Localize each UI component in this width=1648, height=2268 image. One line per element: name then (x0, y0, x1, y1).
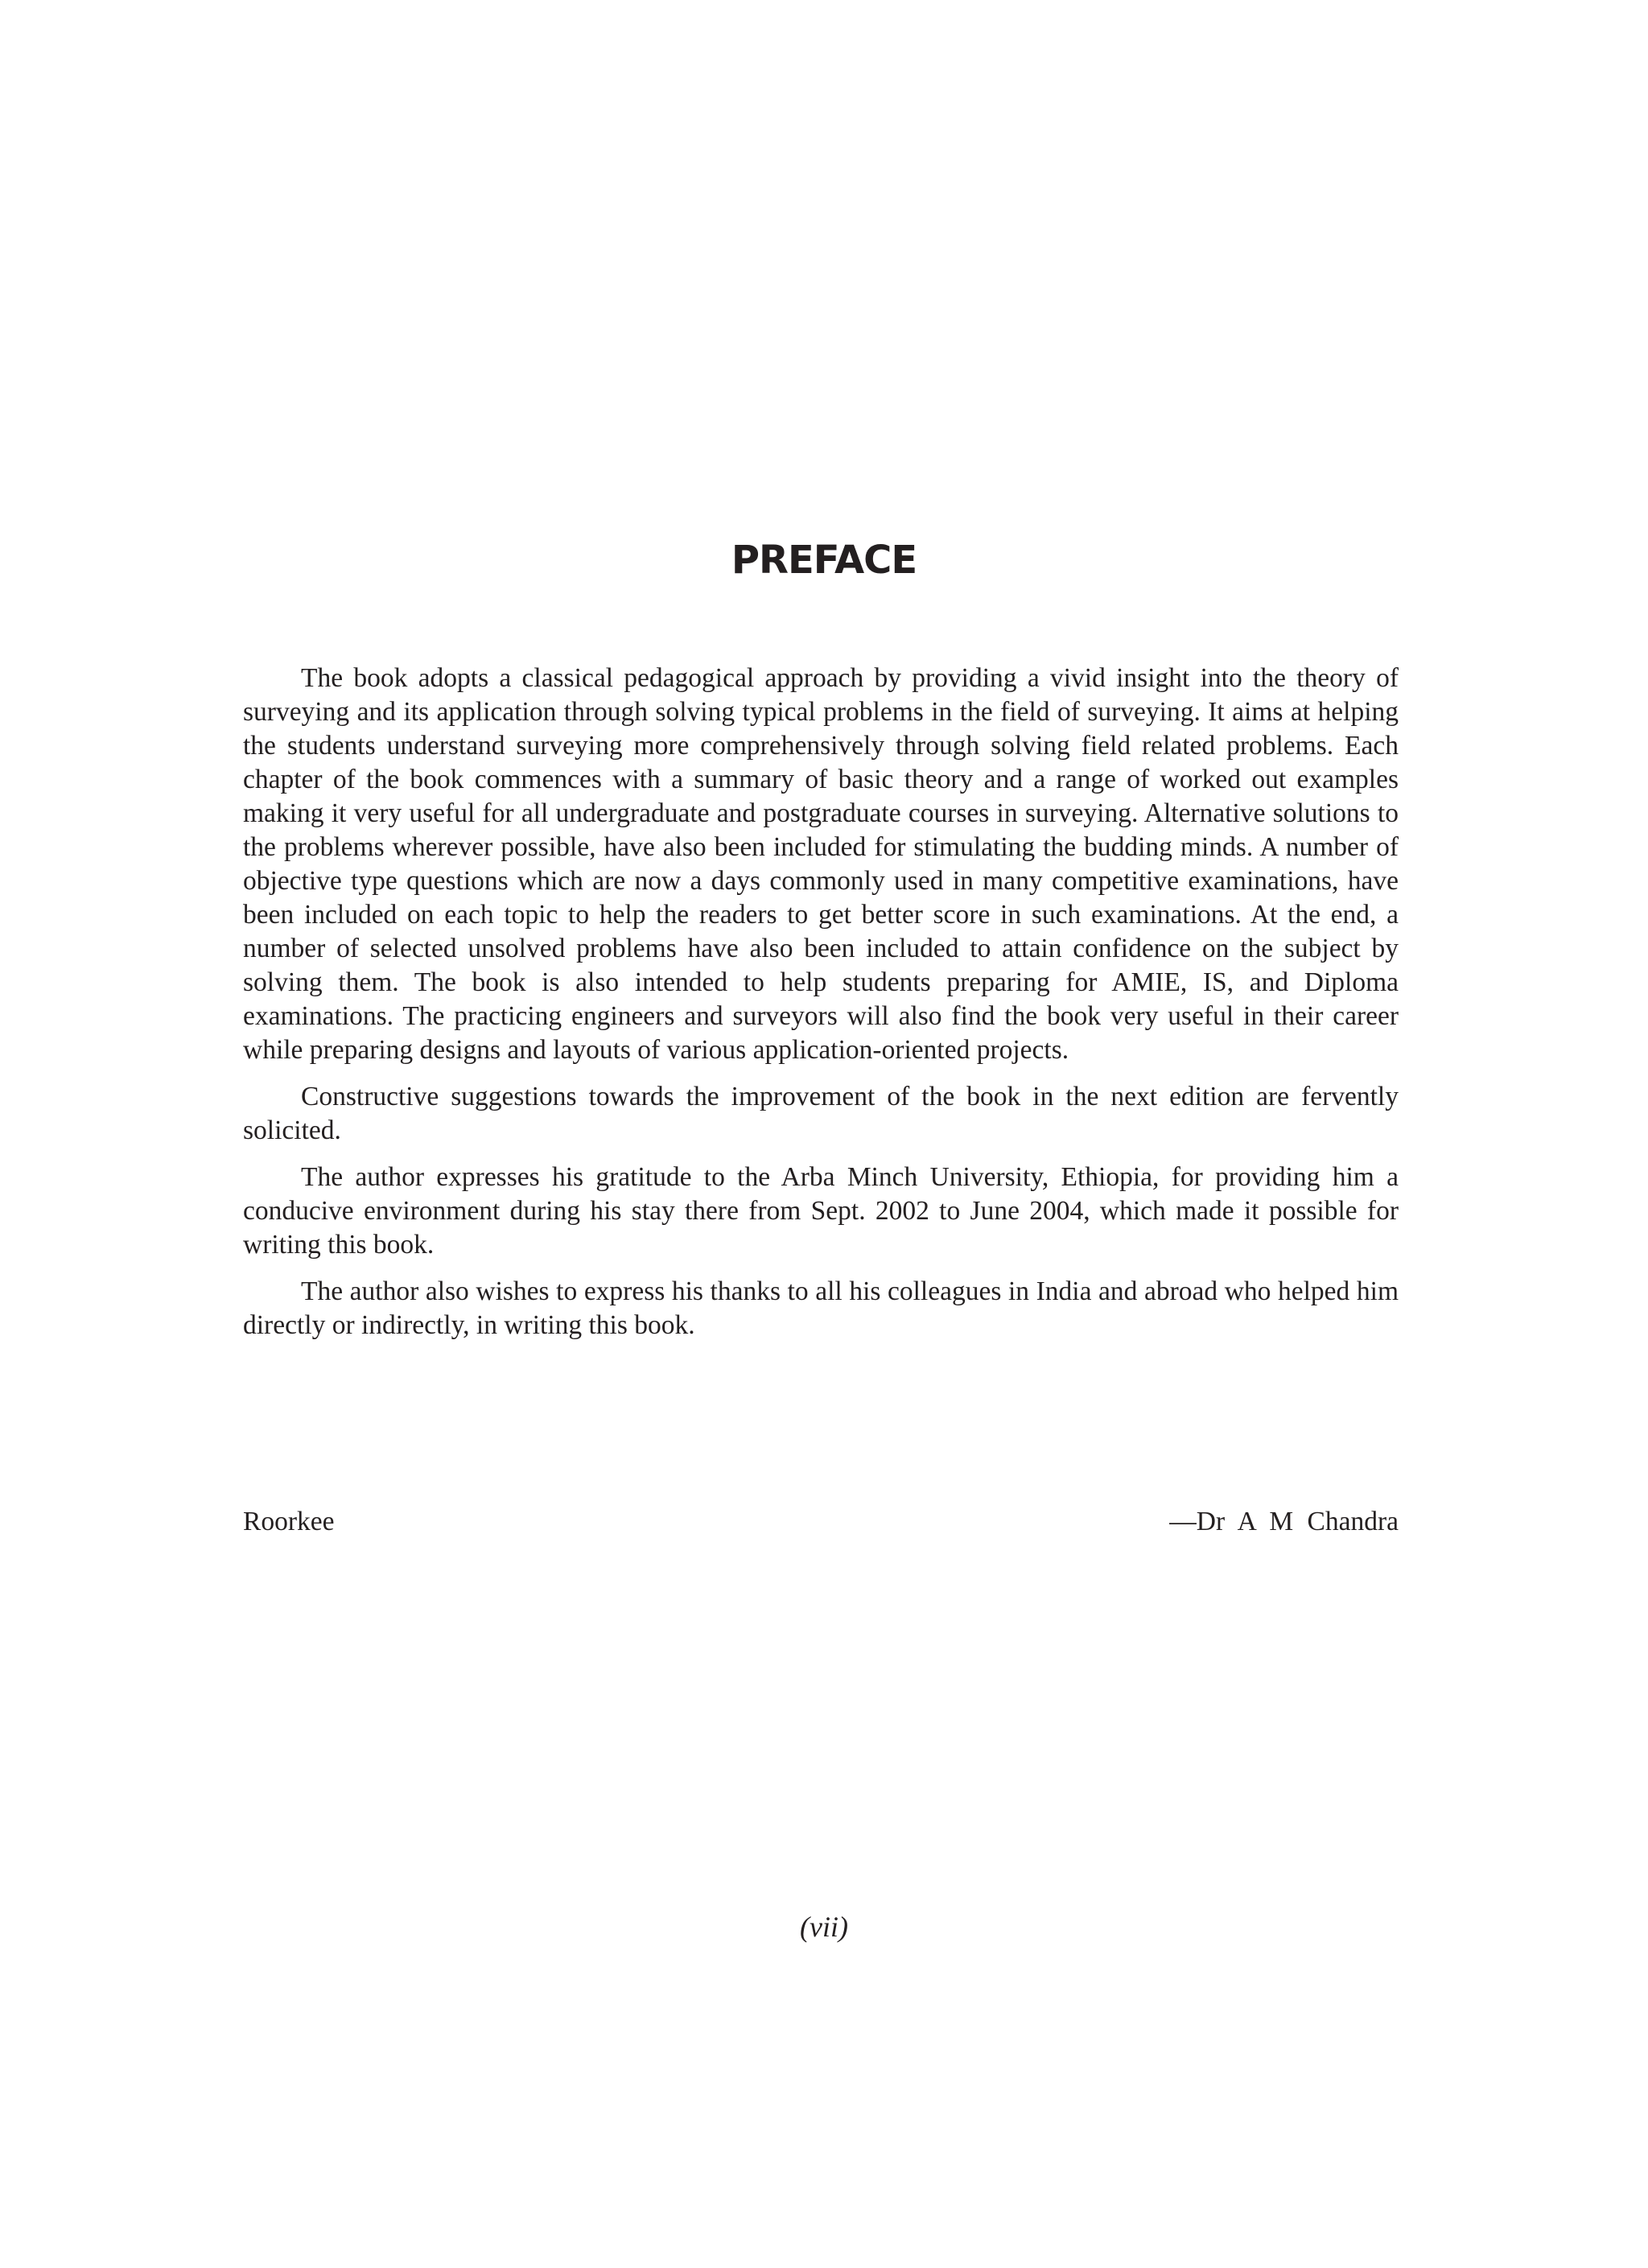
paragraph-4: The author also wishes to express his thanks to all his colleagues in India and abroad who helped him directly or indirectly, in writing this book. (243, 1276, 1399, 1340)
signature-place: Roorkee (243, 1507, 335, 1536)
paragraph-2: Constructive suggestions towards the improvement of the book in the next edition are fervently solicited. (243, 1082, 1399, 1145)
page-title: PREFACE (731, 538, 917, 583)
paragraph-1: The book adopts a classical pedagogical approach by providing a vivid insight into the theory of surveying and its application through solving typical problems in the field of surveying. It aims at helping the students understand surveying more comprehensively through solving field related problems. Each chapter of the book commences with a summary of basic theory and a range of worked out examples making it very useful for all undergraduate and postgraduate courses in surveying. Alternative solutions to the problems wherever possible, have also been included for stimulating the budding minds. A number of objective type questions which are now a days commonly used in many competitive examinations, have been included on each topic to help the readers to get better score in such examinations. At the end, a number of selected unsolved problems have also been included to attain confidence on the subject by solving them. The book is also intended to help students preparing for AMIE, IS, and Diploma examinations. The practicing engineers and surveyors will also find the book very useful in their career while preparing designs and layouts of various application-oriented projects. (243, 663, 1399, 1065)
signature-row (243, 1505, 1399, 1539)
signature-author: —Dr A M Chandra (1169, 1507, 1399, 1536)
preface-body (243, 662, 1399, 1355)
page-number: (vii) (800, 1911, 848, 1943)
paragraph-3: The author expresses his gratitude to the Arba Minch University, Ethiopia, for providing him a conducive environment during his stay there from Sept. 2002 to June 2004, which made it possible for writing this book. (243, 1162, 1399, 1260)
